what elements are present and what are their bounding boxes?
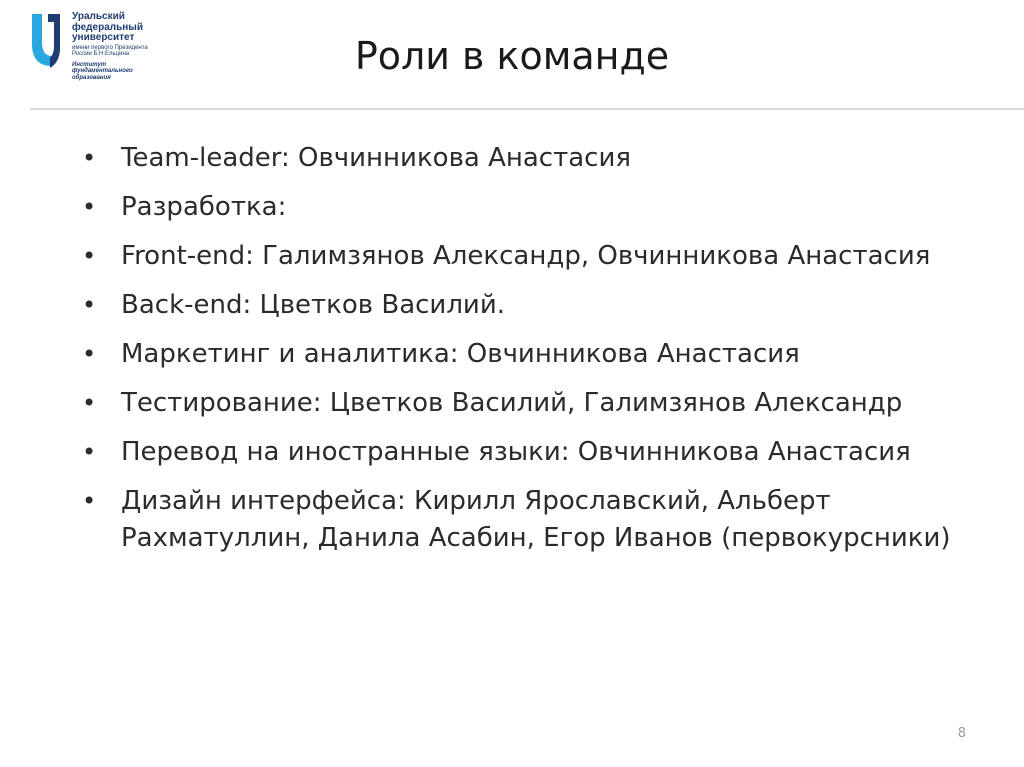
bullet-text: Front-end: Галимзянов Александр, Овчинникова Анастасия <box>121 241 931 271</box>
bullet-dot-icon: • <box>82 242 97 270</box>
bullet-item <box>82 189 982 226</box>
bullet-dot-icon: • <box>82 487 97 515</box>
bullet-dot-icon: • <box>82 438 97 466</box>
bullet-item <box>82 238 982 275</box>
bullet-text: Дизайн интерфейса: Кирилл Ярославский, Альберт Рахматуллин, Данила Асабин, Егор Иванов (первокурсники) <box>121 486 951 553</box>
bullet-item <box>82 336 982 373</box>
bullet-dot-icon: • <box>82 144 97 172</box>
bullet-text: Разработка: <box>121 192 287 222</box>
bullet-dot-icon: • <box>82 193 97 221</box>
bullet-dot-icon: • <box>82 291 97 319</box>
bullet-text: Перевод на иностранные языки: Овчинникова Анастасия <box>121 437 911 467</box>
logo-institute-name: Институт фундаментального образования <box>72 62 133 81</box>
bullet-dot-icon: • <box>82 340 97 368</box>
bullet-text: Маркетинг и аналитика: Овчинникова Анастасия <box>121 339 800 369</box>
bullet-item <box>82 140 982 177</box>
slide-title: Роли в команде <box>354 34 670 78</box>
page-number: 8 <box>957 726 966 741</box>
logo-university-name: Уральский федеральный университет <box>72 11 143 43</box>
header-divider <box>30 108 1024 110</box>
bullet-list <box>82 140 982 569</box>
bullet-text: Team-leader: Овчинникова Анастасия <box>121 143 632 173</box>
logo-university-subtitle: имени первого Президента России Б.Н.Ельцина <box>72 44 148 57</box>
bullet-text: Back-end: Цветков Василий. <box>121 290 505 320</box>
bullet-dot-icon: • <box>82 389 97 417</box>
bullet-item <box>82 385 982 422</box>
bullet-item <box>82 287 982 324</box>
bullet-item <box>82 483 982 557</box>
bullet-item <box>82 434 982 471</box>
bullet-text: Тестирование: Цветков Василий, Галимзянов Александр <box>121 388 903 418</box>
